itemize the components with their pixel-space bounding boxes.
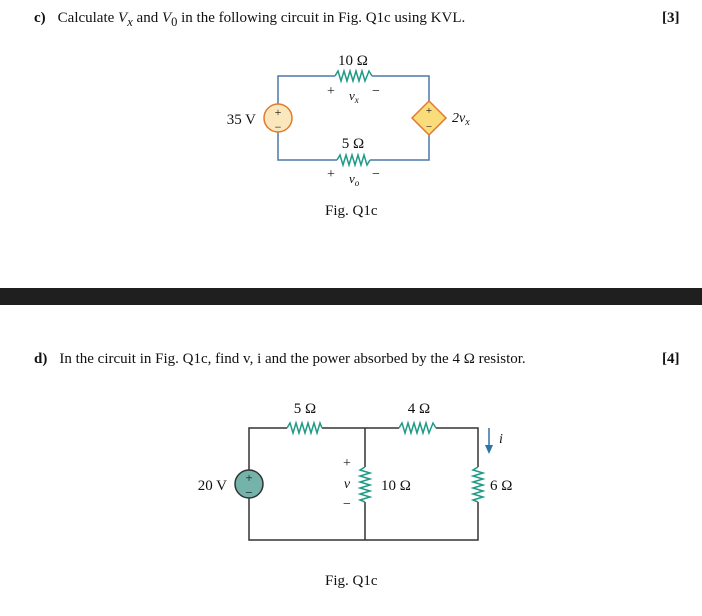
question-c-text-3: in the following circuit in Fig. Q1c using KVL. [177,10,466,26]
v-plus: + [343,456,351,471]
circuit-d-wires [249,428,478,540]
current-arrowhead [485,445,493,454]
vo-label: $v_o$ [349,171,360,188]
question-c-text-2: and [132,10,162,26]
marks-c: [3] [662,10,680,26]
r4-value: 6 Ω [490,478,513,494]
vx-symbol: V [118,10,128,26]
vx-subscript: x [127,15,133,29]
question-d-text: In the circuit in Fig. Q1c, find v, i and the power absorbed by the 4 Ω resistor. [59,351,526,367]
r2-value: 4 Ω [407,401,431,417]
vo-subscript: 0 [171,15,178,29]
vx-label: $v_x$ [349,88,359,105]
marks-d: [4] [662,351,680,367]
top-resistor-value-c: 10 Ω [338,53,368,69]
vx-plus: + [327,84,335,99]
source-d-value: 20 V [197,478,227,494]
resistor-5-ohm-d [287,423,322,433]
source-d-plus: + [245,470,253,485]
resistor-4-ohm-d [399,423,436,433]
question-c-text-1: Calculate [57,10,119,26]
dep-source-minus: − [425,121,433,133]
question-c-label: c) [34,10,46,26]
source-d-minus: − [245,485,253,500]
source-c-plus: + [274,105,282,119]
figure-caption-d: Fig. Q1c [325,573,378,589]
resistor-10-ohm-d [360,467,370,502]
question-d-label: d) [34,351,48,367]
r1-value: 5 Ω [293,401,317,417]
vo-minus: − [372,167,380,182]
r3-value: 10 Ω [381,478,411,494]
source-c-value: 35 V [226,112,256,128]
source-c-minus: − [274,120,282,134]
vo-symbol: V [161,10,172,26]
bottom-resistor-value-c: 5 Ω [341,136,365,152]
resistor-6-ohm-d [473,467,483,502]
v-label: v [343,477,351,492]
vo-plus: + [327,167,335,182]
dep-source-plus: + [425,105,433,117]
i-label: i [499,432,503,447]
figure-caption-c: Fig. Q1c [325,203,378,219]
v-minus: − [343,497,351,512]
vx-minus: − [372,84,380,99]
dep-source-label: $2v_x$ [452,111,470,128]
